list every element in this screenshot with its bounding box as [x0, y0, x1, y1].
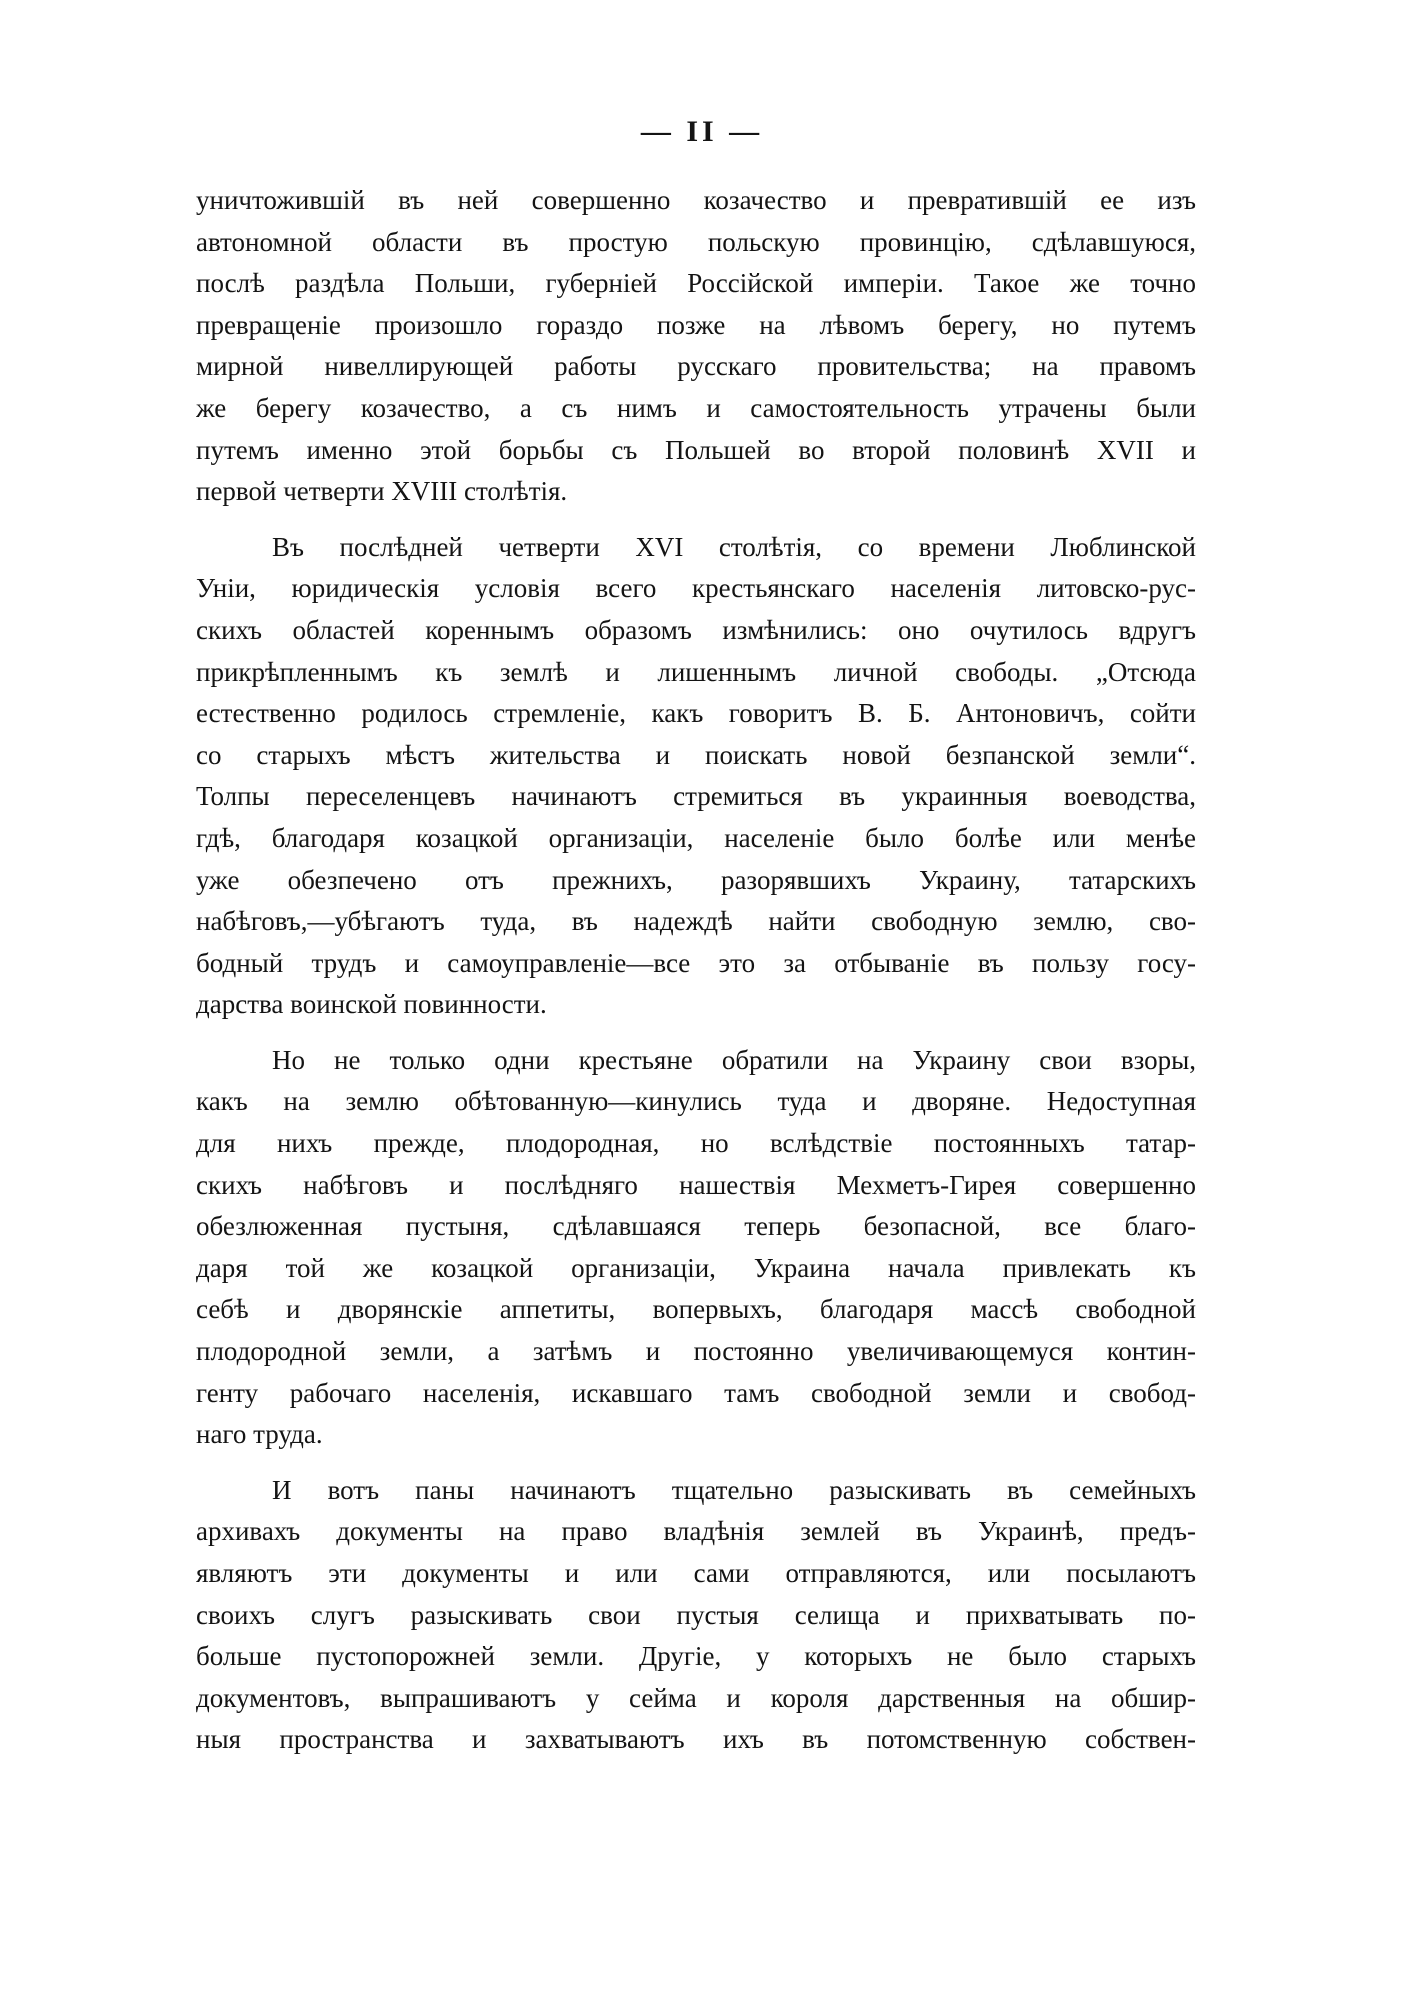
- text-line: какъ на землю обѣтованную—кинулись туда и дворяне. Недоступная: [196, 1086, 1196, 1117]
- text-line: со старыхъ мѣстъ жительства и поискать новой безпанской земли“.: [196, 739, 1196, 770]
- text-line: И вотъ паны начинаютъ тщательно разыскивать въ семейныхъ: [272, 1474, 1196, 1505]
- text-line: больше пустопорожней земли. Другіе, у которыхъ не было старыхъ: [196, 1641, 1196, 1672]
- text-body: [196, 180, 1196, 1761]
- text-line: же берегу козачество, а съ нимъ и самостоятельность утрачены были: [196, 392, 1196, 423]
- text-line: своихъ слугъ разыскивать свои пустыя селища и прихватывать по-: [196, 1599, 1196, 1630]
- paragraph: [196, 180, 1196, 513]
- text-line: наго труда.: [196, 1419, 323, 1450]
- text-line: мирной нивеллирующей работы русскаго провительства; на правомъ: [196, 351, 1196, 382]
- text-line: прикрѣпленнымъ къ землѣ и лишеннымъ личной свободы. „Отсюда: [196, 656, 1196, 687]
- text-line: скихъ областей кореннымъ образомъ измѣнились: оно очутилось вдругъ: [196, 614, 1196, 645]
- paragraph: [196, 1040, 1196, 1456]
- text-line: Толпы переселенцевъ начинаютъ стремиться въ украинныя воеводства,: [196, 781, 1196, 812]
- paragraph: [196, 527, 1196, 1026]
- text-line: путемъ именно этой борьбы съ Польшей во второй половинѣ XVII и: [196, 434, 1196, 465]
- text-line: ныя пространства и захватываютъ ихъ въ потомственную собствен-: [196, 1724, 1196, 1755]
- text-line: Уніи, юридическія условія всего крестьянскаго населенія литовско-рус-: [196, 573, 1196, 604]
- text-line: уничтожившій въ ней совершенно козачество и превратившій ее изъ: [196, 185, 1196, 215]
- page-number: — II —: [640, 115, 764, 148]
- text-line: дарства воинской повинности.: [196, 989, 547, 1020]
- text-line: плодородной земли, а затѣмъ и постоянно увеличивающемуся контин-: [196, 1336, 1196, 1367]
- text-line: автономной области въ простую польскую провинцію, сдѣлавшуюся,: [196, 226, 1196, 257]
- text-line: превращеніе произошло гораздо позже на лѣвомъ берегу, но путемъ: [196, 309, 1196, 340]
- text-line: уже обезпечено отъ прежнихъ, разорявшихъ Украину, татарскихъ: [196, 864, 1196, 895]
- text-line: Въ послѣдней четверти XVI столѣтія, со времени Люблинской: [272, 531, 1196, 562]
- text-line: обезлюженная пустыня, сдѣлавшаяся теперь безопасной, все благо-: [196, 1211, 1196, 1242]
- text-line: для нихъ прежде, плодородная, но вслѣдствіе постоянныхъ татар-: [196, 1128, 1196, 1159]
- text-line: документовъ, выпрашиваютъ у сейма и короля дарственныя на обшир-: [196, 1682, 1196, 1713]
- text-line: первой четверти XVIII столѣтія.: [196, 476, 568, 507]
- text-line: послѣ раздѣла Польши, губерніей Россійской имперіи. Такое же точно: [196, 268, 1196, 299]
- text-line: даря той же козацкой организаціи, Украина начала привлекать къ: [196, 1252, 1196, 1283]
- text-line: генту рабочаго населенія, искавшаго тамъ свободной земли и свобод-: [196, 1377, 1196, 1408]
- text-line: архивахъ документы на право владѣнія землей въ Украинѣ, предъ-: [196, 1516, 1196, 1547]
- text-line: себѣ и дворянскіе аппетиты, вопервыхъ, благодаря массѣ свободной: [196, 1294, 1196, 1325]
- text-line: естественно родилось стремленіе, какъ говоритъ В. Б. Антоновичъ, сойти: [196, 698, 1196, 729]
- text-line: бодный трудъ и самоуправленіе—все это за отбываніе въ пользу госу-: [196, 947, 1196, 978]
- text-line: гдѣ, благодаря козацкой организаціи, населеніе было болѣе или менѣе: [196, 822, 1196, 853]
- text-line: являютъ эти документы и или сами отправляются, или посылаютъ: [196, 1558, 1196, 1588]
- paragraph: [196, 1470, 1196, 1761]
- text-line: набѣговъ,—убѣгаютъ туда, въ надеждѣ найти свободную землю, сво-: [196, 906, 1196, 937]
- text-line: Но не только одни крестьяне обратили на Украину свои взоры,: [272, 1044, 1196, 1075]
- text-line: скихъ набѣговъ и послѣдняго нашествія Мехметъ-Гирея совершенно: [196, 1169, 1196, 1200]
